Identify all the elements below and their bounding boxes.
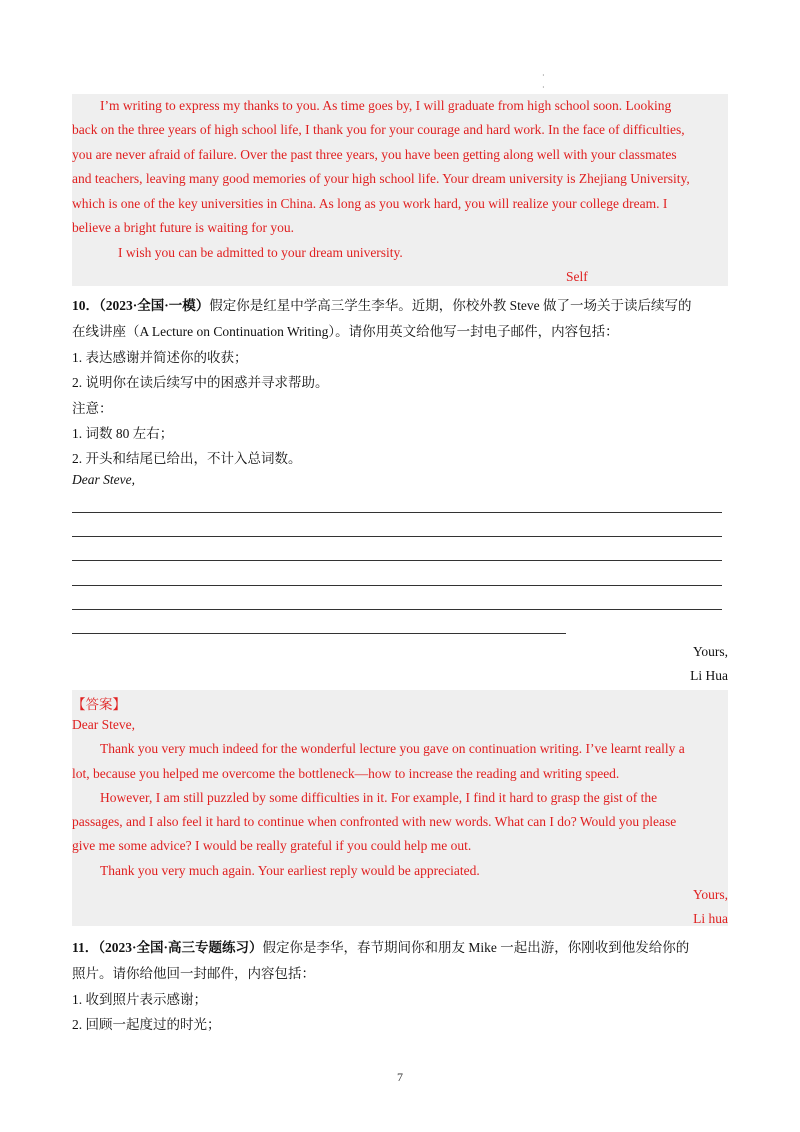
requirement-item: 2. 说明你在读后续写中的困惑并寻求帮助。	[72, 375, 329, 390]
answer-line: I wish you can be admitted to your dream university.	[118, 245, 403, 260]
answer-line: which is one of the key universities in China. As long as you work hard, you will realize your college dream. I	[72, 196, 668, 211]
answer-line: However, I am still puzzled by some difficulties in it. For example, I find it hard to grasp the gist of the	[100, 790, 658, 805]
answer-line: give me some advice? I would be really grateful if you could help me out.	[72, 838, 472, 853]
writing-line[interactable]	[72, 609, 722, 610]
closing-name: Li Hua	[690, 668, 728, 683]
writing-line[interactable]	[72, 536, 722, 537]
question-source: （2023·全国·高三专题练习）	[98, 940, 263, 955]
answer-line: and teachers, leaving many good memories of your high school life. Your dream university is Zhejiang University,	[72, 171, 690, 186]
writing-line[interactable]	[72, 585, 722, 586]
question-prompt-cont: 照片。请你给他回一封邮件，内容包括：	[72, 966, 315, 981]
question-number: 11．	[72, 940, 99, 955]
answer-greeting: Dear Steve,	[72, 717, 135, 732]
answer-line: Thank you very much again. Your earliest reply would be appreciated.	[100, 863, 480, 878]
answer-line: passages, and I also feel it hard to continue when confronted with new words. What can I do? Would you please	[72, 814, 677, 829]
question-prompt-cont: 在线讲座（A Lecture on Continuation Writing）。请你用英文给他写一封电子邮件，内容包括：	[72, 324, 619, 339]
closing-yours: Yours,	[692, 644, 728, 659]
answer-closing-name: Li hua	[693, 911, 728, 926]
note-label: 注意：	[72, 401, 113, 416]
previous-answer-block	[72, 94, 728, 286]
answer-line: Thank you very much indeed for the wonderful lecture you gave on continuation writing. I’ve learnt really a	[100, 741, 685, 756]
page-number: 7	[397, 1070, 403, 1084]
answer-line: I’m writing to express my thanks to you. As time goes by, I will graduate from high school soon. Looking	[100, 98, 672, 113]
answer-signature: Self	[566, 269, 588, 284]
answer-10-block	[72, 690, 728, 926]
answer-line: back on the three years of high school life, I thank you for your courage and hard work. In the face of difficulties,	[72, 122, 685, 137]
question-source: （2023·全国·一模）	[99, 298, 210, 313]
question-number: 10．	[72, 298, 99, 313]
answer-line: believe a bright future is waiting for you.	[72, 220, 294, 235]
question-prompt: 假定你是李华，春节期间你和朋友 Mike 一起出游，你刚收到他发给你的	[262, 940, 690, 955]
writing-line[interactable]	[72, 512, 722, 513]
answer-label: 【答案】	[72, 697, 126, 712]
answer-line: lot, because you helped me overcome the bottleneck—how to increase the reading and writing speed.	[72, 766, 620, 781]
letter-greeting: Dear Steve,	[72, 472, 135, 487]
question-prompt: 假定你是红星中学高三学生李华。近期，你校外教 Steve 做了一场关于读后续写的	[209, 298, 692, 313]
answer-closing: Yours,	[692, 887, 728, 902]
note-item: 2. 开头和结尾已给出，不计入总词数。	[72, 451, 302, 466]
note-item: 1. 词数 80 左右；	[72, 426, 174, 441]
requirement-item: 1. 收到照片表示感谢；	[72, 992, 207, 1007]
header-dots: · ·	[542, 71, 545, 92]
requirement-item: 1. 表达感谢并简述你的收获；	[72, 350, 248, 365]
writing-line[interactable]	[72, 633, 566, 634]
writing-line[interactable]	[72, 560, 722, 561]
requirement-item: 2. 回顾一起度过的时光；	[72, 1017, 221, 1032]
answer-line: you are never afraid of failure. Over the past three years, you have been getting along well with your classmates	[72, 147, 677, 162]
